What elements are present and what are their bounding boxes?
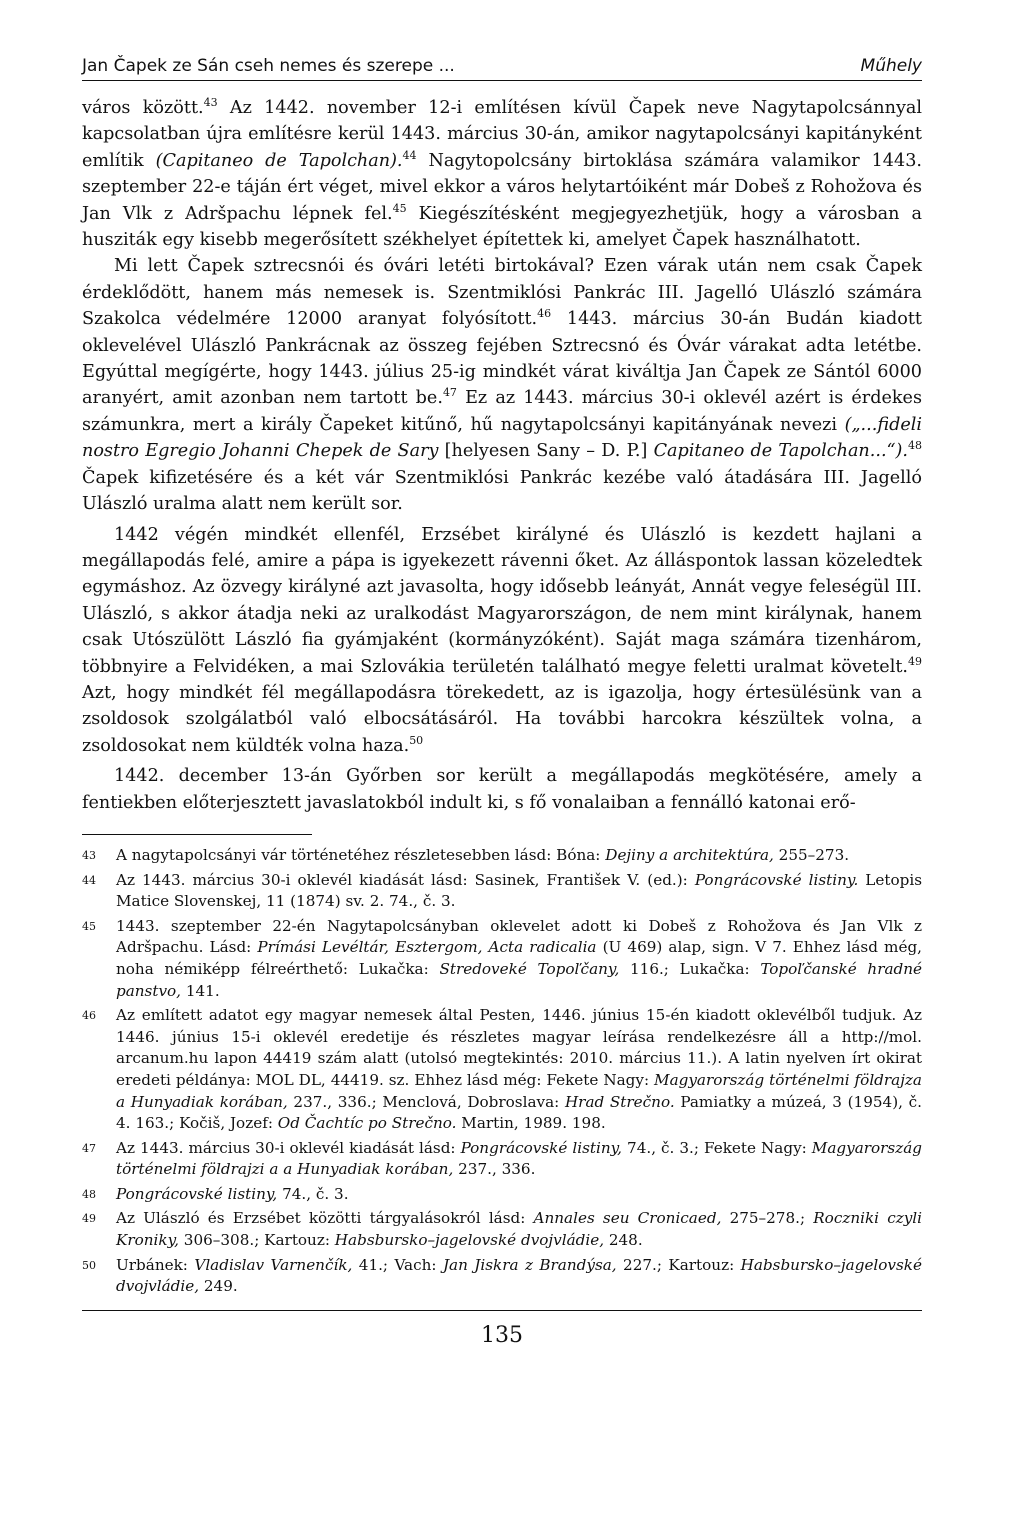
text-run: 255–273. <box>773 845 850 864</box>
footnote-ref-44[interactable]: 44 <box>402 148 417 162</box>
footnote-ref-49[interactable]: 49 <box>908 654 922 668</box>
footnote-number: 45 <box>82 919 96 933</box>
paragraph-1 <box>82 95 922 253</box>
italic-run: Roczniki czyli Kroniky, <box>116 1209 922 1250</box>
text-run: Az 1442. november 12-i említésen kívül Čapek neve Nagytapolcsánnyal kapcsolatban újra említésre kerül 1443. március 30-án, amikor nagytapolcsányi kapitányként említik <box>82 98 922 171</box>
italic-run: Jan Jiskra z Brandýsa, <box>442 1255 617 1274</box>
text-run: Pamiatky a múzeá, 3 (1954), č. 4. 163.; Kočiš, Jozef: <box>116 1092 922 1133</box>
footnote <box>82 870 922 913</box>
text-run: 1443. szeptember 22-én Nagytapolcsányban oklevelet adott ki Dobeš z Rohožova és Jan Vlk z Adršpachu. Lásd: <box>116 916 922 957</box>
footnote-number: 46 <box>82 1009 96 1023</box>
italic-run: Pongrácovské listiny. <box>694 870 859 889</box>
text-run: A nagytapolcsányi vár történetéhez részletesebben lásd: Bóna: <box>116 845 606 864</box>
italic-run: Capitaneo de Tapolchan...“). <box>653 441 908 462</box>
footnote-text <box>116 916 922 1002</box>
text-run: Azt, hogy mindkét fél megállapodásra törekedett, az is igazolja, hogy értesülésünk van a zsoldosok szolgálatból való elbocsátásáról. Ha további harcokra készültek volna, a zsoldosokat nem küldték volna haza. <box>82 682 922 756</box>
text-run: 306–308.; Kartouz: <box>178 1231 335 1250</box>
italic-run: Vladislav Varnenčík, <box>194 1255 353 1274</box>
text-run: 1443. március 30-án Budán kiadott oklevelével Ulászló Pankrácnak az összeg fejében Sztrecsnó és Óvár várakat adta letétbe. Egyúttal megígérte, hogy 1443. július 25-ig mindkét várat kiváltja Jan Čapek ze Sántól 6000 aranyért, amit azonban nem tartott be. <box>82 309 922 409</box>
footnote <box>82 1138 922 1181</box>
text-run: Az Ulászló és Erzsébet közötti tárgyalásokról lásd: <box>116 1209 534 1228</box>
footnote-ref-45[interactable]: 45 <box>392 201 407 215</box>
italic-run: Annales seu Cronicaed, <box>533 1209 722 1228</box>
italic-run: Prímási Levéltár, Esztergom, Acta radicalia <box>257 938 597 957</box>
text-run: 249. <box>199 1277 238 1296</box>
footnote-number: 49 <box>82 1212 96 1226</box>
footnote-ref-48[interactable]: 48 <box>908 439 922 453</box>
footnote-ref-47[interactable]: 47 <box>442 386 457 400</box>
text-run: Martin, 1989. 198. <box>456 1114 606 1133</box>
footnote <box>82 916 922 1002</box>
text-run: 116.; Lukačka: <box>619 959 761 978</box>
footnote-text <box>116 1255 922 1298</box>
text-run: 248. <box>604 1231 643 1250</box>
text-run: Ez az 1443. március 30-i oklevél azért is érdekes számunkra, mert a király Čapeket kitűnő, hű nagytapolcsányi kapitányának nevezi <box>82 388 922 435</box>
footnote-number: 47 <box>82 1141 96 1155</box>
italic-run: Habsbursko–jagelovské dvojvládie, <box>116 1255 922 1296</box>
text-run: 237., 336.; Menclová, Dobroslava: <box>287 1092 565 1111</box>
italic-run: Od Čachtíc po Strečno. <box>277 1114 457 1133</box>
footnote-number: 43 <box>82 848 96 862</box>
italic-run: Magyarország történelmi földrajza a Hunyadiak korában, <box>116 1070 922 1111</box>
footnote-text <box>116 1208 922 1251</box>
italic-run: Stredoveké Topoľčany, <box>439 959 620 978</box>
text-run: (U 469) alap, sign. V 7. Ehhez lásd még, noha némiképp félreérthető: Lukačka: <box>116 938 922 978</box>
footnote-ref-50[interactable]: 50 <box>409 733 424 747</box>
text-run: város között. <box>82 98 204 118</box>
running-title: Jan Čapek ze Sán cseh nemes és szerepe ... <box>82 56 455 76</box>
footnote-text <box>116 845 922 867</box>
page-number: 135 <box>481 1322 523 1348</box>
text-run: 227.; Kartouz: <box>616 1255 741 1274</box>
italic-run: („...fideli nostro Egregio Johanni Chepek de Sary <box>82 414 922 462</box>
text-run: Nagytopolcsány birtoklása számára valamikor 1443. szeptember 22-e táján ért véget, mivel ekkor a város helytartóiként már Dobeš z Rohožova és Jan Vlk z Adršpachu lépnek fel. <box>82 150 922 224</box>
italic-run: Topoľčanské hradné panstvo, <box>116 959 922 1000</box>
paragraph-2 <box>82 253 922 517</box>
footnote-text <box>116 1005 922 1135</box>
section-label: Műhely <box>860 56 922 76</box>
italic-run: Dejiny a architektúra, <box>605 845 774 864</box>
footnote <box>82 845 922 867</box>
bottom-rule <box>82 1310 922 1311</box>
paragraph-3 <box>82 522 922 760</box>
paragraph-4: 1442. december 13-án Győrben sor került a megállapodás megkötésére, amely a fentiekben előterjesztett javaslatokból indult ki, s fő vonalaiban a fennálló katonai erő- <box>82 766 922 813</box>
footnote-separator <box>82 834 312 835</box>
footnote <box>82 1255 922 1298</box>
italic-run: Habsbursko–jagelovské dvojvládie, <box>334 1231 605 1250</box>
footnote-number: 50 <box>82 1258 96 1272</box>
footnote <box>82 1184 922 1206</box>
text-run: Mi lett Čapek sztrecsnói és óvári letéti birtokával? Ezen várak után nem csak Čapek érdeklődött, hanem más nemesek is. Szentmiklósi Pankrác III. Jagelló Ulászló számára Szakolca védelmére 12000 aranyat folyósított. <box>82 256 922 330</box>
text-run: 237., 336. <box>453 1160 536 1179</box>
italic-run: Magyarország történelmi földrajzi a a Hunyadiak korában, <box>116 1138 922 1179</box>
text-run: 275–278.; <box>721 1209 814 1228</box>
italic-run: Pongrácovské listiny, <box>116 1184 278 1203</box>
footnote-ref-43[interactable]: 43 <box>203 96 218 110</box>
footnote-ref-46[interactable]: 46 <box>537 307 552 321</box>
footnote-text <box>116 1184 922 1206</box>
text-run: Kiegészítésként megjegyezhetjük, hogy a városban a husziták egy kisebb megerősített székhelyet építettek ki, amelyet Čapek használhatott. <box>82 203 922 251</box>
running-header <box>82 56 922 81</box>
text-run: Letopis Matice Slovenskej, 11 (1874) sv. 2. 74., č. 3. <box>116 870 922 911</box>
italic-run: (Capitaneo de Tapolchan). <box>155 150 403 171</box>
footnote-text <box>116 870 922 913</box>
footnote <box>82 1208 922 1251</box>
text-run: 41.; Vach: <box>352 1255 443 1274</box>
body-text <box>82 95 922 816</box>
text-run: Az említett adatot egy magyar nemesek által Pesten, 1446. június 15-én kiadott oklevélből tudjuk. Az 1446. június 15-i oklevél eredetije és részletes magyar leírása rendelkezésre áll a http://mol. arcanum.hu lapon 44419 szám alatt (utolsó megtekintés: 2010. március 11.). A latin nyelven írt okirat eredeti példánya: MOL DL, 44419. sz. Ehhez lásd még: Fekete Nagy: <box>116 1006 922 1089</box>
text-run: 74., č. 3. <box>277 1184 349 1203</box>
footnote-number: 48 <box>82 1187 96 1201</box>
text-run: Čapek kifizetésére és a két vár Szentmiklósi Pankrác kezébe való átadására III. Jagelló Ulászló uralma alatt nem került sor. <box>82 467 922 515</box>
text-run: 1442 végén mindkét ellenfél, Erzsébet királyné és Ulászló is kezdett hajlani a megállapodás felé, amire a pápa is igyekezett rávenni őket. Az álláspontok lassan közeledtek egymáshoz. Az özvegy királyné azt javasolta, hogy idősebb leányát, Annát vegye feleségül III. Ulászló, s akkor átadja neki az uralkodást Magyarországon, de nem mint királynak, hanem csak Utószülött László fia gyámjaként (kormányzóként). Saját maga számára tizenhárom, többnyire a Felvidéken, a mai Szlovákia területén található megye feletti uralmat követelt. <box>82 524 922 677</box>
italic-run: Pongrácovské listiny, <box>460 1138 623 1157</box>
text-run: [helyesen Sany – D. P.] <box>438 441 654 462</box>
text-run: Az 1443. március 30-i oklevél kiadását lásd: <box>116 1138 461 1157</box>
footnote-text <box>116 1138 922 1181</box>
text-run: Az 1443. március 30-i oklevél kiadását lásd: Sasinek, František V. (ed.): <box>116 870 695 889</box>
footnote <box>82 1005 922 1135</box>
text-run: 141. <box>181 981 220 1000</box>
footnote-number: 44 <box>82 873 96 887</box>
italic-run: Hrad Strečno. <box>564 1092 675 1111</box>
page <box>82 56 922 1348</box>
text-run: Urbánek: <box>116 1255 195 1274</box>
text-run: 74., č. 3.; Fekete Nagy: <box>622 1138 812 1157</box>
footnotes <box>82 845 922 1298</box>
